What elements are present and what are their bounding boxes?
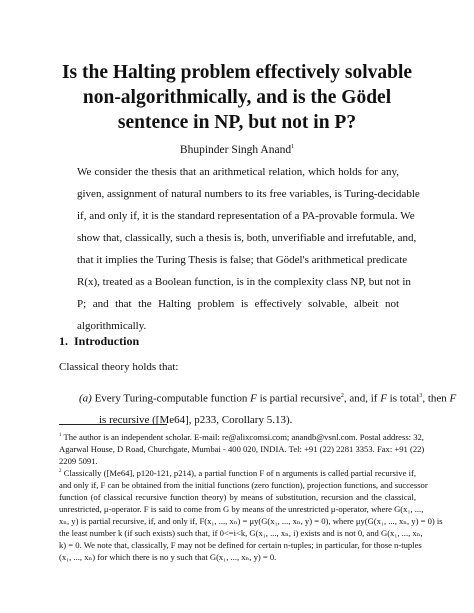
- abstract-line: We consider the thesis that an arithmetical relation, which holds for any,: [77, 166, 399, 178]
- footnote-line: 2209 5091.: [59, 455, 98, 466]
- abstract-line: show that, classically, such a thesis is, both, unverifiable and irrefutable, and,: [77, 232, 417, 244]
- item-line: (a) Every Turing-computable function F is partial recursive$^2$, and, if F is total$^3$, then F: [79, 392, 457, 405]
- item-label: (a): [79, 392, 92, 405]
- abstract-line: R(x), treated as a Boolean function, is in the complexity class NP, but not in: [77, 276, 411, 288]
- footnote-1: [59, 430, 425, 467]
- footnote-line: unrestricted, μ-operator. F is said to come from G by means of the unrestricted μ-operator, where G(x₁, ...,: [59, 503, 424, 514]
- footnote-line: $^2$ Classically ([Me64], p120-121, p214), a partial function F of n arguments is called partial recursive if,: [59, 467, 417, 478]
- title-line: Is the Halting problem effectively solvable: [61, 62, 413, 83]
- footnote-divider: [59, 424, 167, 425]
- abstract-line: given, assignment of natural numbers to its free variables, is Turing-decidable: [77, 188, 420, 200]
- body-paragraph: Classical theory holds that:: [59, 361, 179, 373]
- abstract-line: that it implies the Turing Thesis is false; that Gödel's arithmetical predicate: [77, 254, 408, 266]
- footnote-line: k) = 0. We note that, classically, F may not be defined for certain n-tuples; in particular, for those n-tuples: [59, 539, 422, 550]
- abstract-line: P; and that the Halting problem is effectively solvable, albeit not: [77, 298, 399, 310]
- abstract: [77, 161, 420, 337]
- footnote-2: [59, 466, 443, 563]
- section-number: 1.: [59, 334, 68, 348]
- footnote-line: $^1$ The author is an independent scholar. E-mail: re@alixcomsi.com; anandb@vsnl.com. Postal address: 32,: [59, 431, 424, 442]
- paper-title: [20, 60, 454, 135]
- title-line: sentence in NP, but not in P?: [117, 112, 357, 133]
- footnote-marker: 1: [59, 433, 62, 438]
- footnote-marker: 2: [59, 469, 62, 474]
- title-line: non-algorithmically, and is the Gödel: [82, 87, 392, 108]
- section-heading: [59, 334, 139, 349]
- footnote-line: the least number k (if such exists) such that, if 0<=i<k, G(x₁, ..., xₙ, i) exists and is not 0, and G(x₁, ..., xₙ,: [59, 527, 423, 538]
- footnote-line: Agarwal House, D Road, Churchgate, Mumbai - 400 020, INDIA. Tel: +91 (22) 2281 3353. Fax: +91 (22): [59, 443, 425, 454]
- footnote-line: function (of classical recursive function theory) by means of substitution, recursion and the classical,: [59, 491, 416, 502]
- author-line: [0, 144, 474, 156]
- footnote-marker: 3: [419, 393, 423, 399]
- footnote-line: and only if, F can be obtained from the initial functions (zero function), projection functions, and successor: [59, 479, 428, 490]
- footnote-marker: 1: [291, 144, 295, 151]
- abstract-line: algorithmically.: [77, 320, 147, 332]
- footnote-marker: 2: [340, 393, 344, 399]
- author-name: Bhupinder Singh Anand: [179, 144, 292, 156]
- abstract-line: if, and only if, it is the standard representation of a PA-provable formula. We: [77, 210, 415, 222]
- footnote-line: xₙ, y) is partial recursive, if, and only if, F(x₁, ..., xₙ) = μy(G(x₁, ..., xₙ, y) = 0), where μy(G(x₁, ..., xₙ, y) = 0) is: [59, 515, 443, 526]
- footnote-line: (x₁, ..., xₙ) for which there is no y such that G(x₁, ..., xₙ, y) = 0.: [59, 551, 277, 562]
- item-line: is recursive ([Me64], p233, Corollary 5.13).: [99, 413, 293, 426]
- section-title: Introduction: [74, 334, 140, 348]
